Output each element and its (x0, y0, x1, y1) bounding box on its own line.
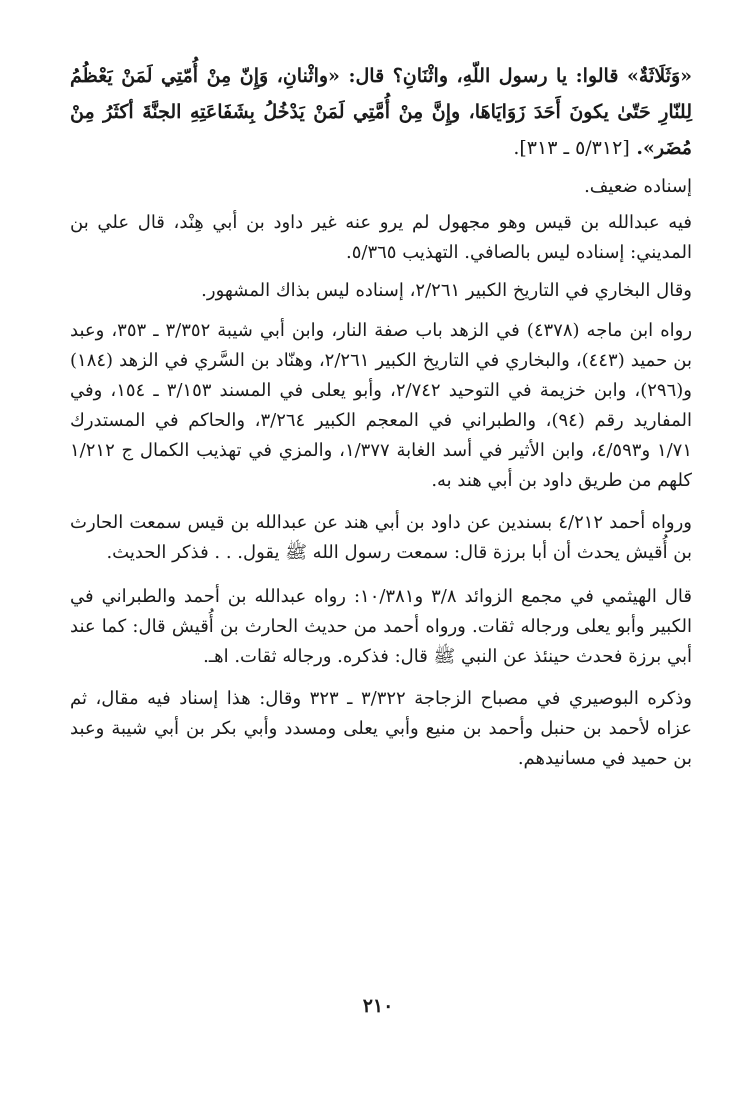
page-body (70, 58, 692, 774)
takhrij-paragraph: رواه ابن ماجه (٤٣٧٨) في الزهد باب صفة النار، وابن أبي شيبة ٣/٣٥٢ ـ ٣٥٣، وعبد بن حميد (٤٤٣)، والبخاري في التاريخ الكبير ٢/٢٦١، وهنّاد بن السَّري في الزهد (١٨٤) و(٢٩٦)، وابن خزيمة في التوحيد ٢/٧٤٢، وأبو يعلى في المسند ٣/١٥٣ ـ ١٥٤، وفي المفاريد رقم (٩٤)، والطبراني في المعجم الكبير ٣/٢٦٤، والحاكم في المستدرك ١/٧١ و٤/٥٩٣، وابن الأثير في أسد الغابة ١/٣٧٧، والمزي في تهذيب الكمال ج ١/٢١٢ كلهم من طريق داود بن أبي هند به. (70, 320, 693, 491)
narrator-note: فيه عبدالله بن قيس وهو مجهول لم يرو عنه غير داود بن أبي هِنْد، قال علي بن المديني: إسناده ليس بالصافي. التهذيب ٥/٣٦٥. (70, 212, 692, 263)
bukhari-note: وقال البخاري في التاريخ الكبير ٢/٢٦١، إسناده ليس بذاك المشهور. (201, 280, 692, 301)
hadith-citation: [٥/٣١٢ ـ ٣١٣]. (513, 137, 630, 159)
hadith-matn: «وَثَلَاثَةٌ» قالوا: يا رسول اللّهِ، واثْنَانِ؟ قال: «واثْنانِ، وَإِنّ مِنْ أُمّتِي لَمَنْ يَعْظُمُ لِلنّارِ حَتّىٰ يكونَ أَحَدَ زَوَايَاهَا، وإِنَّ مِنْ أُمَّتِي لَمَنْ يَدْخُلُ بِشَفَاعَتِهِ الجنَّةَ أكثَرُ مِنْ مُضَر». (70, 65, 693, 159)
page-number: ٢١٠ (362, 995, 394, 1017)
ahmad-paragraph: ورواه أحمد ٤/٢١٢ بسندين عن داود بن أبي هند عن عبدالله بن قيس سمعت الحارث بن أُقيش يحدث أن أبا برزة قال: سمعت رسول الله ﷺ يقول. . . فذكر الحديث. (70, 512, 692, 563)
haythami-paragraph: قال الهيثمي في مجمع الزوائد ٣/٨ و١٠/٣٨١: رواه عبدالله بن أحمد والطبراني في الكبير وأبو يعلى ورجاله ثقات. ورواه أحمد من حديث الحارث بن أُقيش قال: كما عند أبي برزة فحدث حينئذ عن النبي ﷺ قال: فذكره. ورجاله ثقات. اهـ. (70, 586, 692, 667)
isnad-grade: إسناده ضعيف. (584, 176, 692, 197)
hadith-text (70, 58, 692, 166)
busiri-paragraph: وذكره البوصيري في مصباح الزجاجة ٣/٣٢٢ ـ ٣٢٣ وقال: هذا إسناد فيه مقال، ثم عزاه لأحمد بن حنبل وأحمد بن منيع وأبي يعلى ومسدد وأبي بكر بن أبي شيبة وعبد بن حميد في مسانيدهم. (70, 688, 693, 769)
